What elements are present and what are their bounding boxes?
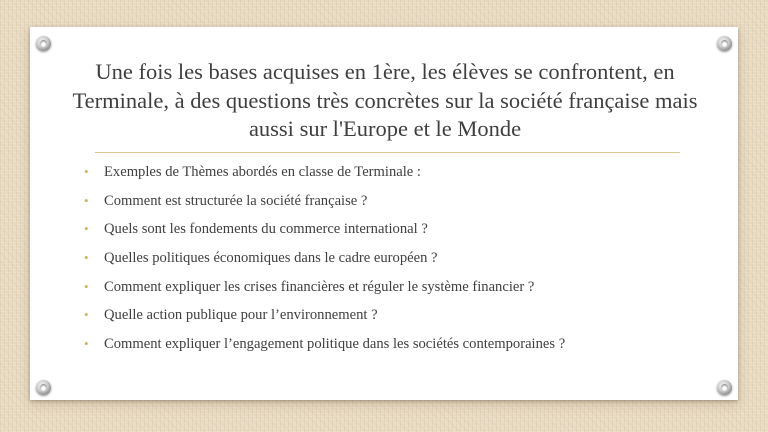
list-item-text: Comment expliquer les crises financières et réguler le système financier ?: [104, 278, 535, 295]
list-item: [84, 248, 724, 277]
pushpin-icon: [36, 36, 51, 51]
pushpin-icon: [717, 380, 732, 395]
slide-title: Une fois les bases acquises en 1ère, les élèves se confrontent, en Terminale, à des questions très concrètes sur la société française mais aussi sur l'Europe et le Monde: [72, 59, 698, 141]
pushpin-icon: [717, 36, 732, 51]
bullet-icon: •: [84, 250, 89, 266]
title-divider: [95, 152, 680, 153]
bullet-icon: •: [84, 336, 89, 352]
bullet-icon: •: [84, 307, 89, 323]
bullet-list: [84, 162, 724, 363]
list-item: [84, 191, 724, 220]
list-item-text: Exemples de Thèmes abordés en classe de Terminale :: [104, 164, 421, 180]
bullet-icon: •: [84, 164, 89, 179]
list-item-text: Quelle action publique pour l’environnement ?: [104, 307, 378, 324]
list-item-text: Quels sont les fondements du commerce international ?: [104, 221, 428, 238]
list-item: [84, 162, 724, 191]
list-item: [84, 334, 724, 363]
list-item: [84, 305, 724, 334]
pushpin-icon: [36, 380, 51, 395]
bullet-icon: •: [84, 278, 89, 294]
list-item-text: Comment expliquer l’engagement politique dans les sociétés contemporaines ?: [104, 336, 566, 353]
list-item: [84, 219, 724, 248]
list-item-text: Comment est structurée la société française ?: [104, 192, 368, 209]
list-item: [84, 277, 724, 306]
list-item-text: Quelles politiques économiques dans le cadre européen ?: [104, 250, 438, 267]
bullet-icon: •: [84, 221, 89, 237]
bullet-icon: •: [84, 192, 89, 208]
